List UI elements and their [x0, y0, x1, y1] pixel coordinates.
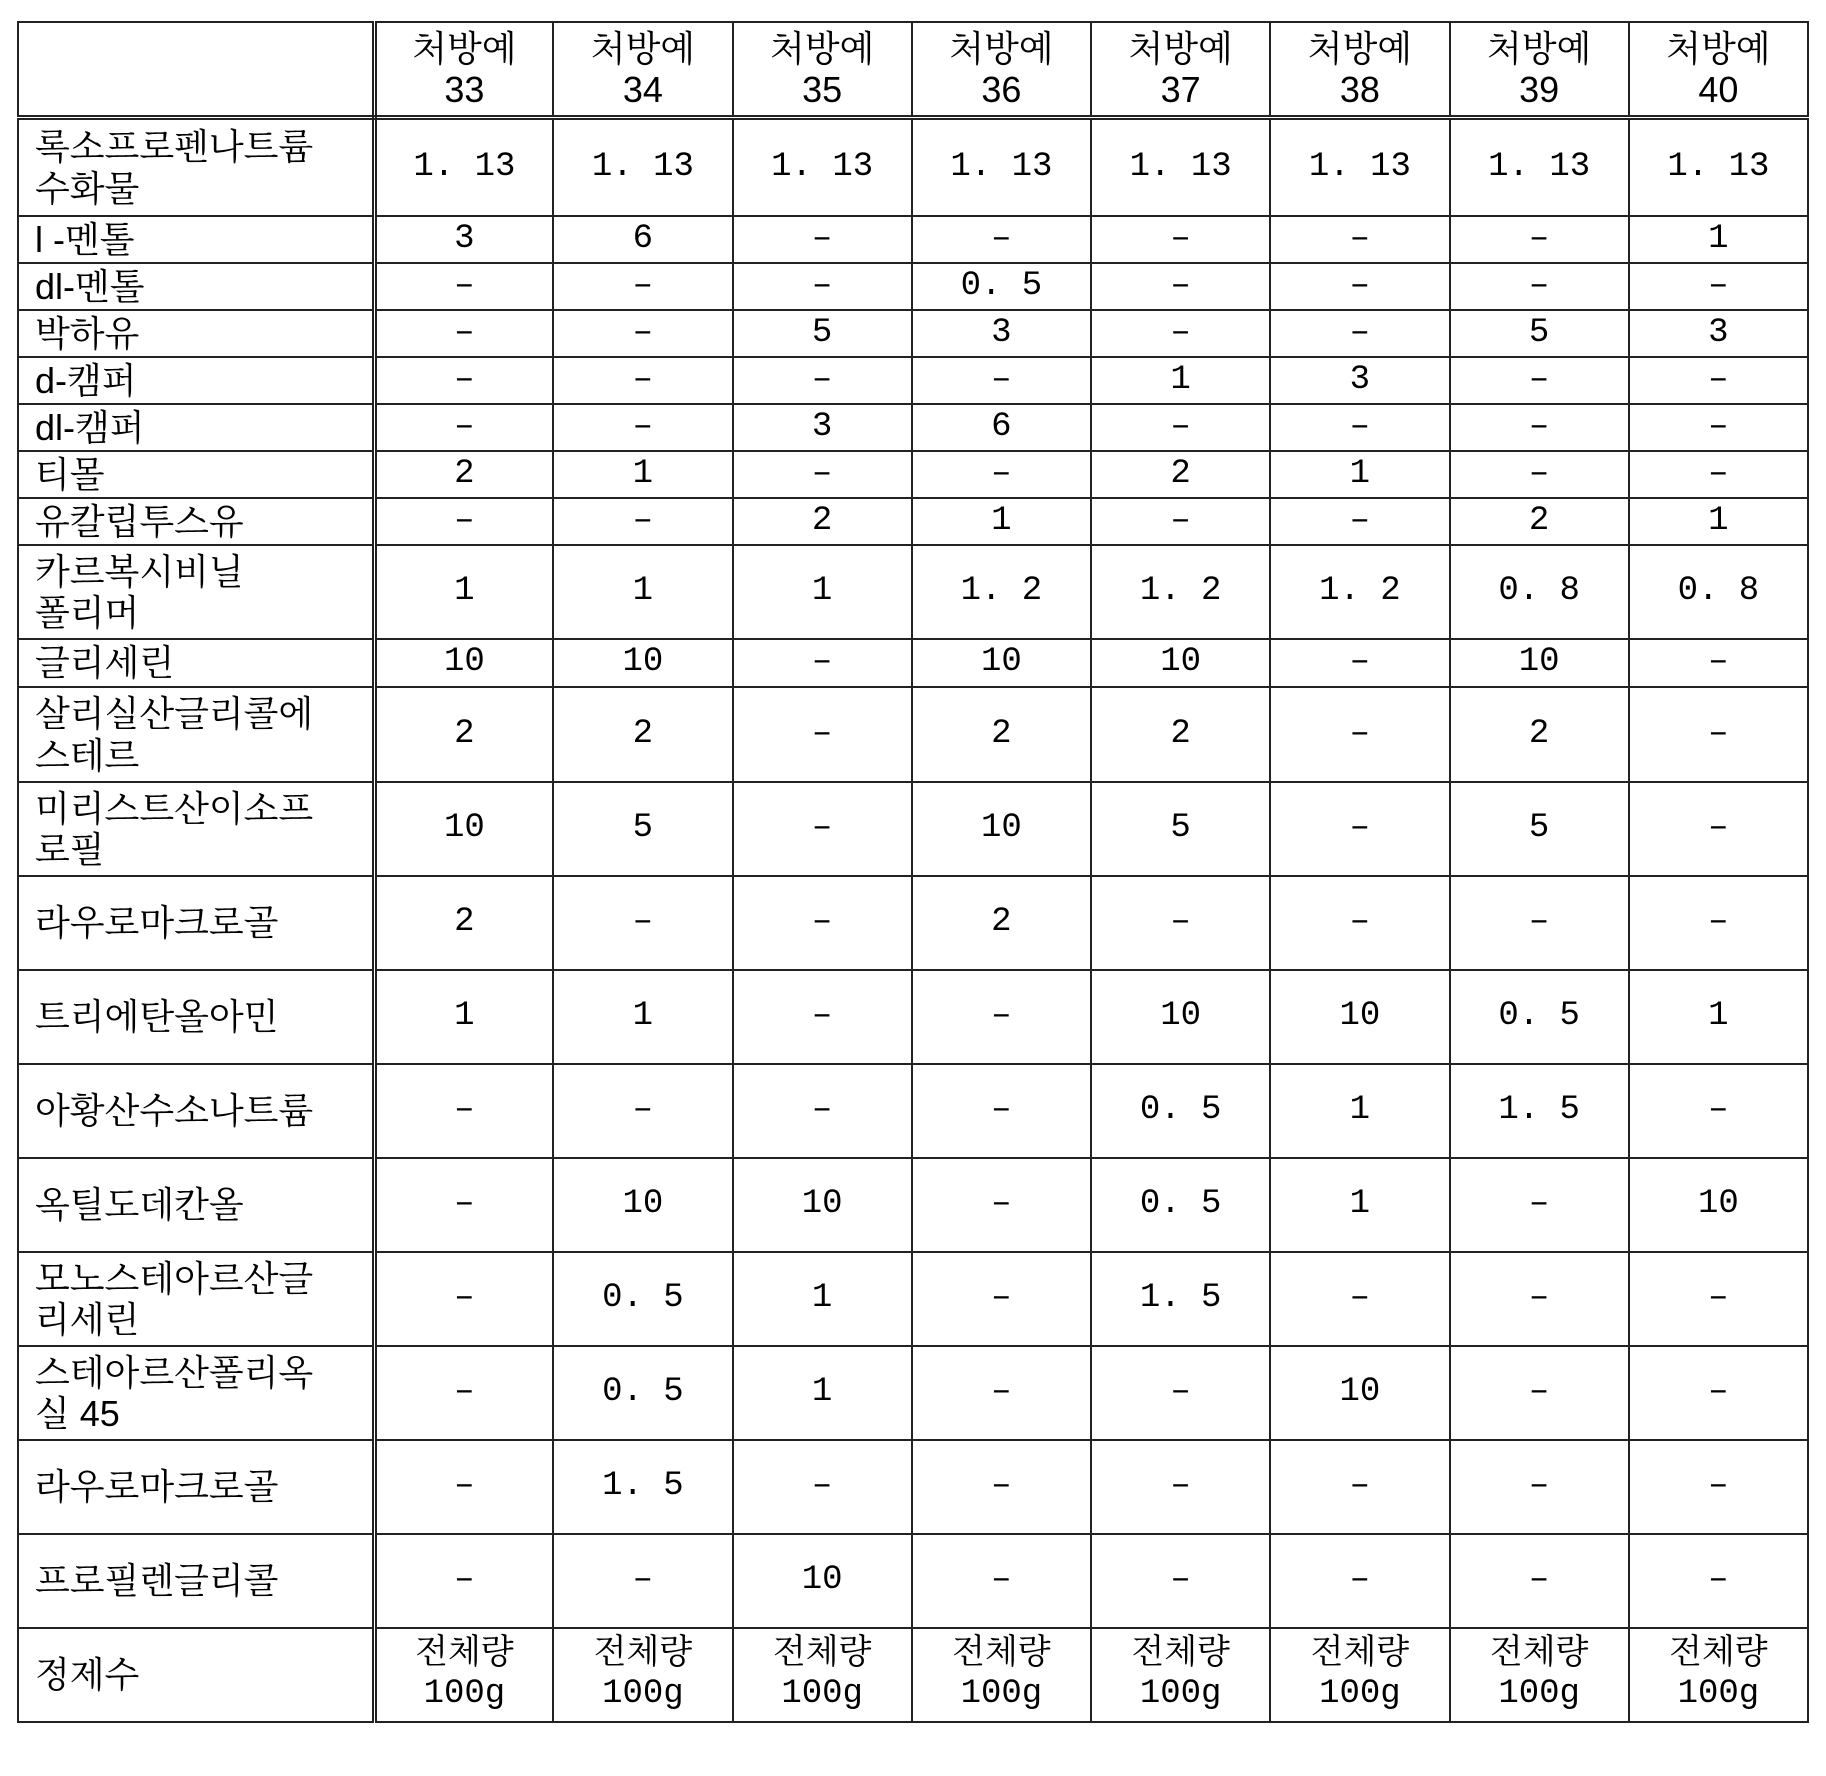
amount-cell: –: [1091, 1346, 1270, 1440]
ingredient-name: 스테아르산폴리옥 실 45: [18, 1346, 374, 1440]
amount-cell: 6: [912, 404, 1091, 451]
column-number: 33: [377, 69, 553, 110]
ingredient-name: d-캠퍼: [18, 357, 374, 404]
amount-cell: –: [1450, 1534, 1629, 1628]
amount-cell: 0. 5: [553, 1346, 732, 1440]
amount-cell: 5: [1091, 782, 1270, 876]
amount-cell: –: [1629, 263, 1808, 310]
amount-cell: 0. 8: [1629, 545, 1808, 639]
amount-cell: –: [374, 404, 553, 451]
amount-cell: –: [733, 451, 912, 498]
ingredient-name: dl-캠퍼: [18, 404, 374, 451]
amount-cell: –: [1629, 1440, 1808, 1534]
amount-cell: –: [1450, 1440, 1629, 1534]
amount-cell: –: [1091, 216, 1270, 263]
amount-cell: –: [1270, 263, 1449, 310]
amount-cell: 1: [733, 545, 912, 639]
ingredient-name: 록소프로펜나트륨 수화물: [18, 118, 374, 217]
amount-cell: 1: [733, 1346, 912, 1440]
amount-cell: 1. 5: [1450, 1064, 1629, 1158]
amount-cell: –: [1270, 1252, 1449, 1346]
amount-cell: –: [733, 687, 912, 782]
ingredient-name: dl-멘톨: [18, 263, 374, 310]
amount-cell: –: [1270, 1440, 1449, 1534]
column-number: 37: [1092, 69, 1269, 110]
amount-cell: –: [553, 1064, 732, 1158]
amount-cell: –: [1629, 357, 1808, 404]
table-row: [18, 404, 1808, 451]
table-row: [18, 639, 1808, 687]
amount-cell: 1: [1270, 1064, 1449, 1158]
table-row: [18, 498, 1808, 545]
amount-cell: 1: [374, 970, 553, 1064]
column-number: 38: [1271, 69, 1448, 110]
amount-cell: 3: [1629, 310, 1808, 357]
ingredient-name: 카르복시비닐 폴리머: [18, 545, 374, 639]
amount-cell: 2: [1450, 687, 1629, 782]
column-label: 처방예: [1271, 28, 1448, 69]
ingredient-name: 트리에탄올아민: [18, 970, 374, 1064]
table-row: [18, 687, 1808, 782]
column-header: [1629, 22, 1808, 118]
ingredient-name: 정제수: [18, 1628, 374, 1722]
amount-cell: –: [553, 876, 732, 970]
amount-cell: 1. 13: [912, 118, 1091, 217]
amount-cell: 2: [1091, 451, 1270, 498]
table-row: [18, 216, 1808, 263]
amount-cell: –: [733, 876, 912, 970]
amount-cell: 2: [912, 876, 1091, 970]
amount-cell: 0. 5: [1091, 1064, 1270, 1158]
formulation-table: [17, 21, 1809, 1723]
amount-cell: –: [1629, 451, 1808, 498]
amount-cell: 1: [374, 545, 553, 639]
amount-cell: –: [374, 263, 553, 310]
column-header: [1270, 22, 1449, 118]
amount-cell: –: [912, 1346, 1091, 1440]
amount-cell: –: [1629, 1534, 1808, 1628]
ingredient-name: 살리실산글리콜에 스테르: [18, 687, 374, 782]
amount-cell: –: [912, 1534, 1091, 1628]
amount-cell: –: [553, 263, 732, 310]
ingredient-name: 유칼립투스유: [18, 498, 374, 545]
ingredient-name: 티몰: [18, 451, 374, 498]
amount-cell: –: [553, 1534, 732, 1628]
amount-cell: –: [374, 357, 553, 404]
corner-cell: [18, 22, 374, 118]
amount-cell: 2: [1091, 687, 1270, 782]
amount-cell: 2: [374, 451, 553, 498]
amount-cell: –: [1270, 310, 1449, 357]
amount-cell: 전체량 100g: [1450, 1628, 1629, 1722]
amount-cell: 1: [912, 498, 1091, 545]
column-label: 처방예: [1092, 28, 1269, 69]
amount-cell: 1. 5: [553, 1440, 732, 1534]
column-label: 처방예: [554, 28, 731, 69]
amount-cell: –: [733, 216, 912, 263]
amount-cell: –: [1091, 1440, 1270, 1534]
amount-cell: –: [1270, 1534, 1449, 1628]
amount-cell: –: [374, 1346, 553, 1440]
amount-cell: 10: [1091, 639, 1270, 687]
amount-cell: 전체량 100g: [1270, 1628, 1449, 1722]
table-row: [18, 451, 1808, 498]
amount-cell: 3: [1270, 357, 1449, 404]
amount-cell: –: [733, 639, 912, 687]
amount-cell: –: [1629, 639, 1808, 687]
amount-cell: 10: [374, 782, 553, 876]
amount-cell: –: [1270, 498, 1449, 545]
amount-cell: 0. 5: [912, 263, 1091, 310]
amount-cell: –: [374, 1440, 553, 1534]
amount-cell: 0. 8: [1450, 545, 1629, 639]
amount-cell: –: [912, 451, 1091, 498]
amount-cell: –: [733, 782, 912, 876]
amount-cell: 2: [1450, 498, 1629, 545]
amount-cell: 0. 5: [1091, 1158, 1270, 1252]
table-row: [18, 1064, 1808, 1158]
amount-cell: –: [1450, 1252, 1629, 1346]
column-header: [912, 22, 1091, 118]
amount-cell: 0. 5: [553, 1252, 732, 1346]
amount-cell: –: [1091, 498, 1270, 545]
amount-cell: –: [1270, 876, 1449, 970]
table-row: [18, 263, 1808, 310]
amount-cell: 10: [1091, 970, 1270, 1064]
amount-cell: –: [733, 1064, 912, 1158]
column-label: 처방예: [913, 28, 1090, 69]
amount-cell: 10: [733, 1534, 912, 1628]
amount-cell: 10: [553, 1158, 732, 1252]
amount-cell: 1. 13: [1450, 118, 1629, 217]
amount-cell: 2: [733, 498, 912, 545]
amount-cell: 10: [1270, 1346, 1449, 1440]
table-row: [18, 1158, 1808, 1252]
column-header: [553, 22, 732, 118]
amount-cell: –: [374, 1534, 553, 1628]
amount-cell: 10: [553, 639, 732, 687]
amount-cell: –: [1450, 451, 1629, 498]
amount-cell: –: [733, 357, 912, 404]
amount-cell: –: [1450, 876, 1629, 970]
amount-cell: 1. 2: [1091, 545, 1270, 639]
amount-cell: 1: [733, 1252, 912, 1346]
amount-cell: –: [1450, 357, 1629, 404]
amount-cell: –: [553, 404, 732, 451]
amount-cell: 1. 2: [1270, 545, 1449, 639]
table-row: [18, 1440, 1808, 1534]
ingredient-name: 프로필렌글리콜: [18, 1534, 374, 1628]
amount-cell: 10: [733, 1158, 912, 1252]
amount-cell: 10: [1270, 970, 1449, 1064]
amount-cell: 6: [553, 216, 732, 263]
amount-cell: –: [733, 263, 912, 310]
amount-cell: 1. 13: [1270, 118, 1449, 217]
amount-cell: 2: [374, 876, 553, 970]
amount-cell: –: [1450, 404, 1629, 451]
column-label: 처방예: [1451, 28, 1628, 69]
amount-cell: –: [1091, 876, 1270, 970]
amount-cell: 3: [733, 404, 912, 451]
column-header: [374, 22, 553, 118]
amount-cell: 1. 13: [733, 118, 912, 217]
ingredient-name: 라우로마크로골: [18, 876, 374, 970]
amount-cell: –: [374, 1158, 553, 1252]
amount-cell: 전체량 100g: [733, 1628, 912, 1722]
amount-cell: –: [553, 310, 732, 357]
amount-cell: –: [733, 1440, 912, 1534]
column-label: 처방예: [734, 28, 911, 69]
amount-cell: 1. 13: [1629, 118, 1808, 217]
ingredient-name: 모노스테아르산글 리세린: [18, 1252, 374, 1346]
table-row: [18, 1346, 1808, 1440]
amount-cell: 3: [374, 216, 553, 263]
amount-cell: 10: [1450, 639, 1629, 687]
table-row: [18, 876, 1808, 970]
amount-cell: 5: [1450, 782, 1629, 876]
ingredient-name: l -멘톨: [18, 216, 374, 263]
amount-cell: –: [1450, 216, 1629, 263]
amount-cell: –: [374, 1252, 553, 1346]
ingredient-name: 라우로마크로골: [18, 1440, 374, 1534]
column-number: 40: [1630, 69, 1807, 110]
amount-cell: –: [1450, 1346, 1629, 1440]
column-label: 처방예: [1630, 28, 1807, 69]
amount-cell: 1: [1629, 498, 1808, 545]
amount-cell: –: [553, 357, 732, 404]
column-label: 처방예: [377, 28, 553, 69]
amount-cell: 전체량 100g: [1629, 1628, 1808, 1722]
table-row: [18, 545, 1808, 639]
amount-cell: –: [1091, 310, 1270, 357]
amount-cell: –: [1629, 1252, 1808, 1346]
amount-cell: –: [1629, 1346, 1808, 1440]
amount-cell: –: [1450, 1158, 1629, 1252]
amount-cell: –: [1629, 404, 1808, 451]
amount-cell: –: [912, 1252, 1091, 1346]
amount-cell: 10: [912, 639, 1091, 687]
amount-cell: –: [1270, 404, 1449, 451]
amount-cell: 1: [1270, 451, 1449, 498]
amount-cell: –: [1270, 639, 1449, 687]
amount-cell: –: [912, 1440, 1091, 1534]
amount-cell: –: [1629, 876, 1808, 970]
ingredient-name: 옥틸도데칸올: [18, 1158, 374, 1252]
amount-cell: 1. 13: [553, 118, 732, 217]
amount-cell: 1: [553, 451, 732, 498]
column-header: [1450, 22, 1629, 118]
amount-cell: –: [1270, 782, 1449, 876]
amount-cell: –: [912, 1064, 1091, 1158]
amount-cell: 1: [553, 545, 732, 639]
amount-cell: 2: [374, 687, 553, 782]
table-row: [18, 118, 1808, 217]
amount-cell: 전체량 100g: [374, 1628, 553, 1722]
amount-cell: 10: [912, 782, 1091, 876]
amount-cell: 2: [912, 687, 1091, 782]
amount-cell: 2: [553, 687, 732, 782]
table-row: [18, 1534, 1808, 1628]
amount-cell: 전체량 100g: [1091, 1628, 1270, 1722]
amount-cell: 10: [1629, 1158, 1808, 1252]
amount-cell: –: [1270, 216, 1449, 263]
amount-cell: –: [912, 970, 1091, 1064]
amount-cell: 1: [553, 970, 732, 1064]
amount-cell: 1. 13: [374, 118, 553, 217]
amount-cell: 1: [1270, 1158, 1449, 1252]
amount-cell: 5: [733, 310, 912, 357]
amount-cell: –: [912, 216, 1091, 263]
ingredient-name: 박하유: [18, 310, 374, 357]
amount-cell: –: [1629, 687, 1808, 782]
column-header: [1091, 22, 1270, 118]
amount-cell: –: [1629, 1064, 1808, 1158]
amount-cell: –: [1450, 263, 1629, 310]
amount-cell: –: [733, 970, 912, 1064]
amount-cell: 1: [1629, 216, 1808, 263]
table-row: [18, 782, 1808, 876]
amount-cell: 1. 2: [912, 545, 1091, 639]
amount-cell: –: [553, 498, 732, 545]
table-row: [18, 310, 1808, 357]
table-row: [18, 357, 1808, 404]
header-row: [18, 22, 1808, 118]
amount-cell: –: [1091, 404, 1270, 451]
amount-cell: –: [1270, 687, 1449, 782]
amount-cell: 3: [912, 310, 1091, 357]
amount-cell: 전체량 100g: [912, 1628, 1091, 1722]
amount-cell: 1: [1091, 357, 1270, 404]
amount-cell: 1. 5: [1091, 1252, 1270, 1346]
amount-cell: 5: [553, 782, 732, 876]
amount-cell: 1. 13: [1091, 118, 1270, 217]
amount-cell: 5: [1450, 310, 1629, 357]
ingredient-name: 아황산수소나트륨: [18, 1064, 374, 1158]
table-row: [18, 970, 1808, 1064]
amount-cell: –: [912, 1158, 1091, 1252]
amount-cell: –: [1629, 782, 1808, 876]
amount-cell: –: [912, 357, 1091, 404]
ingredient-name: 미리스트산이소프 로필: [18, 782, 374, 876]
amount-cell: 0. 5: [1450, 970, 1629, 1064]
table-row: [18, 1252, 1808, 1346]
amount-cell: 10: [374, 639, 553, 687]
column-number: 36: [913, 69, 1090, 110]
column-header: [733, 22, 912, 118]
amount-cell: 전체량 100g: [553, 1628, 732, 1722]
amount-cell: –: [374, 498, 553, 545]
ingredient-name: 글리세린: [18, 639, 374, 687]
amount-cell: 1: [1629, 970, 1808, 1064]
table-row: [18, 1628, 1808, 1722]
amount-cell: –: [1091, 263, 1270, 310]
amount-cell: –: [1091, 1534, 1270, 1628]
amount-cell: –: [374, 310, 553, 357]
column-number: 39: [1451, 69, 1628, 110]
amount-cell: –: [374, 1064, 553, 1158]
column-number: 34: [554, 69, 731, 110]
column-number: 35: [734, 69, 911, 110]
